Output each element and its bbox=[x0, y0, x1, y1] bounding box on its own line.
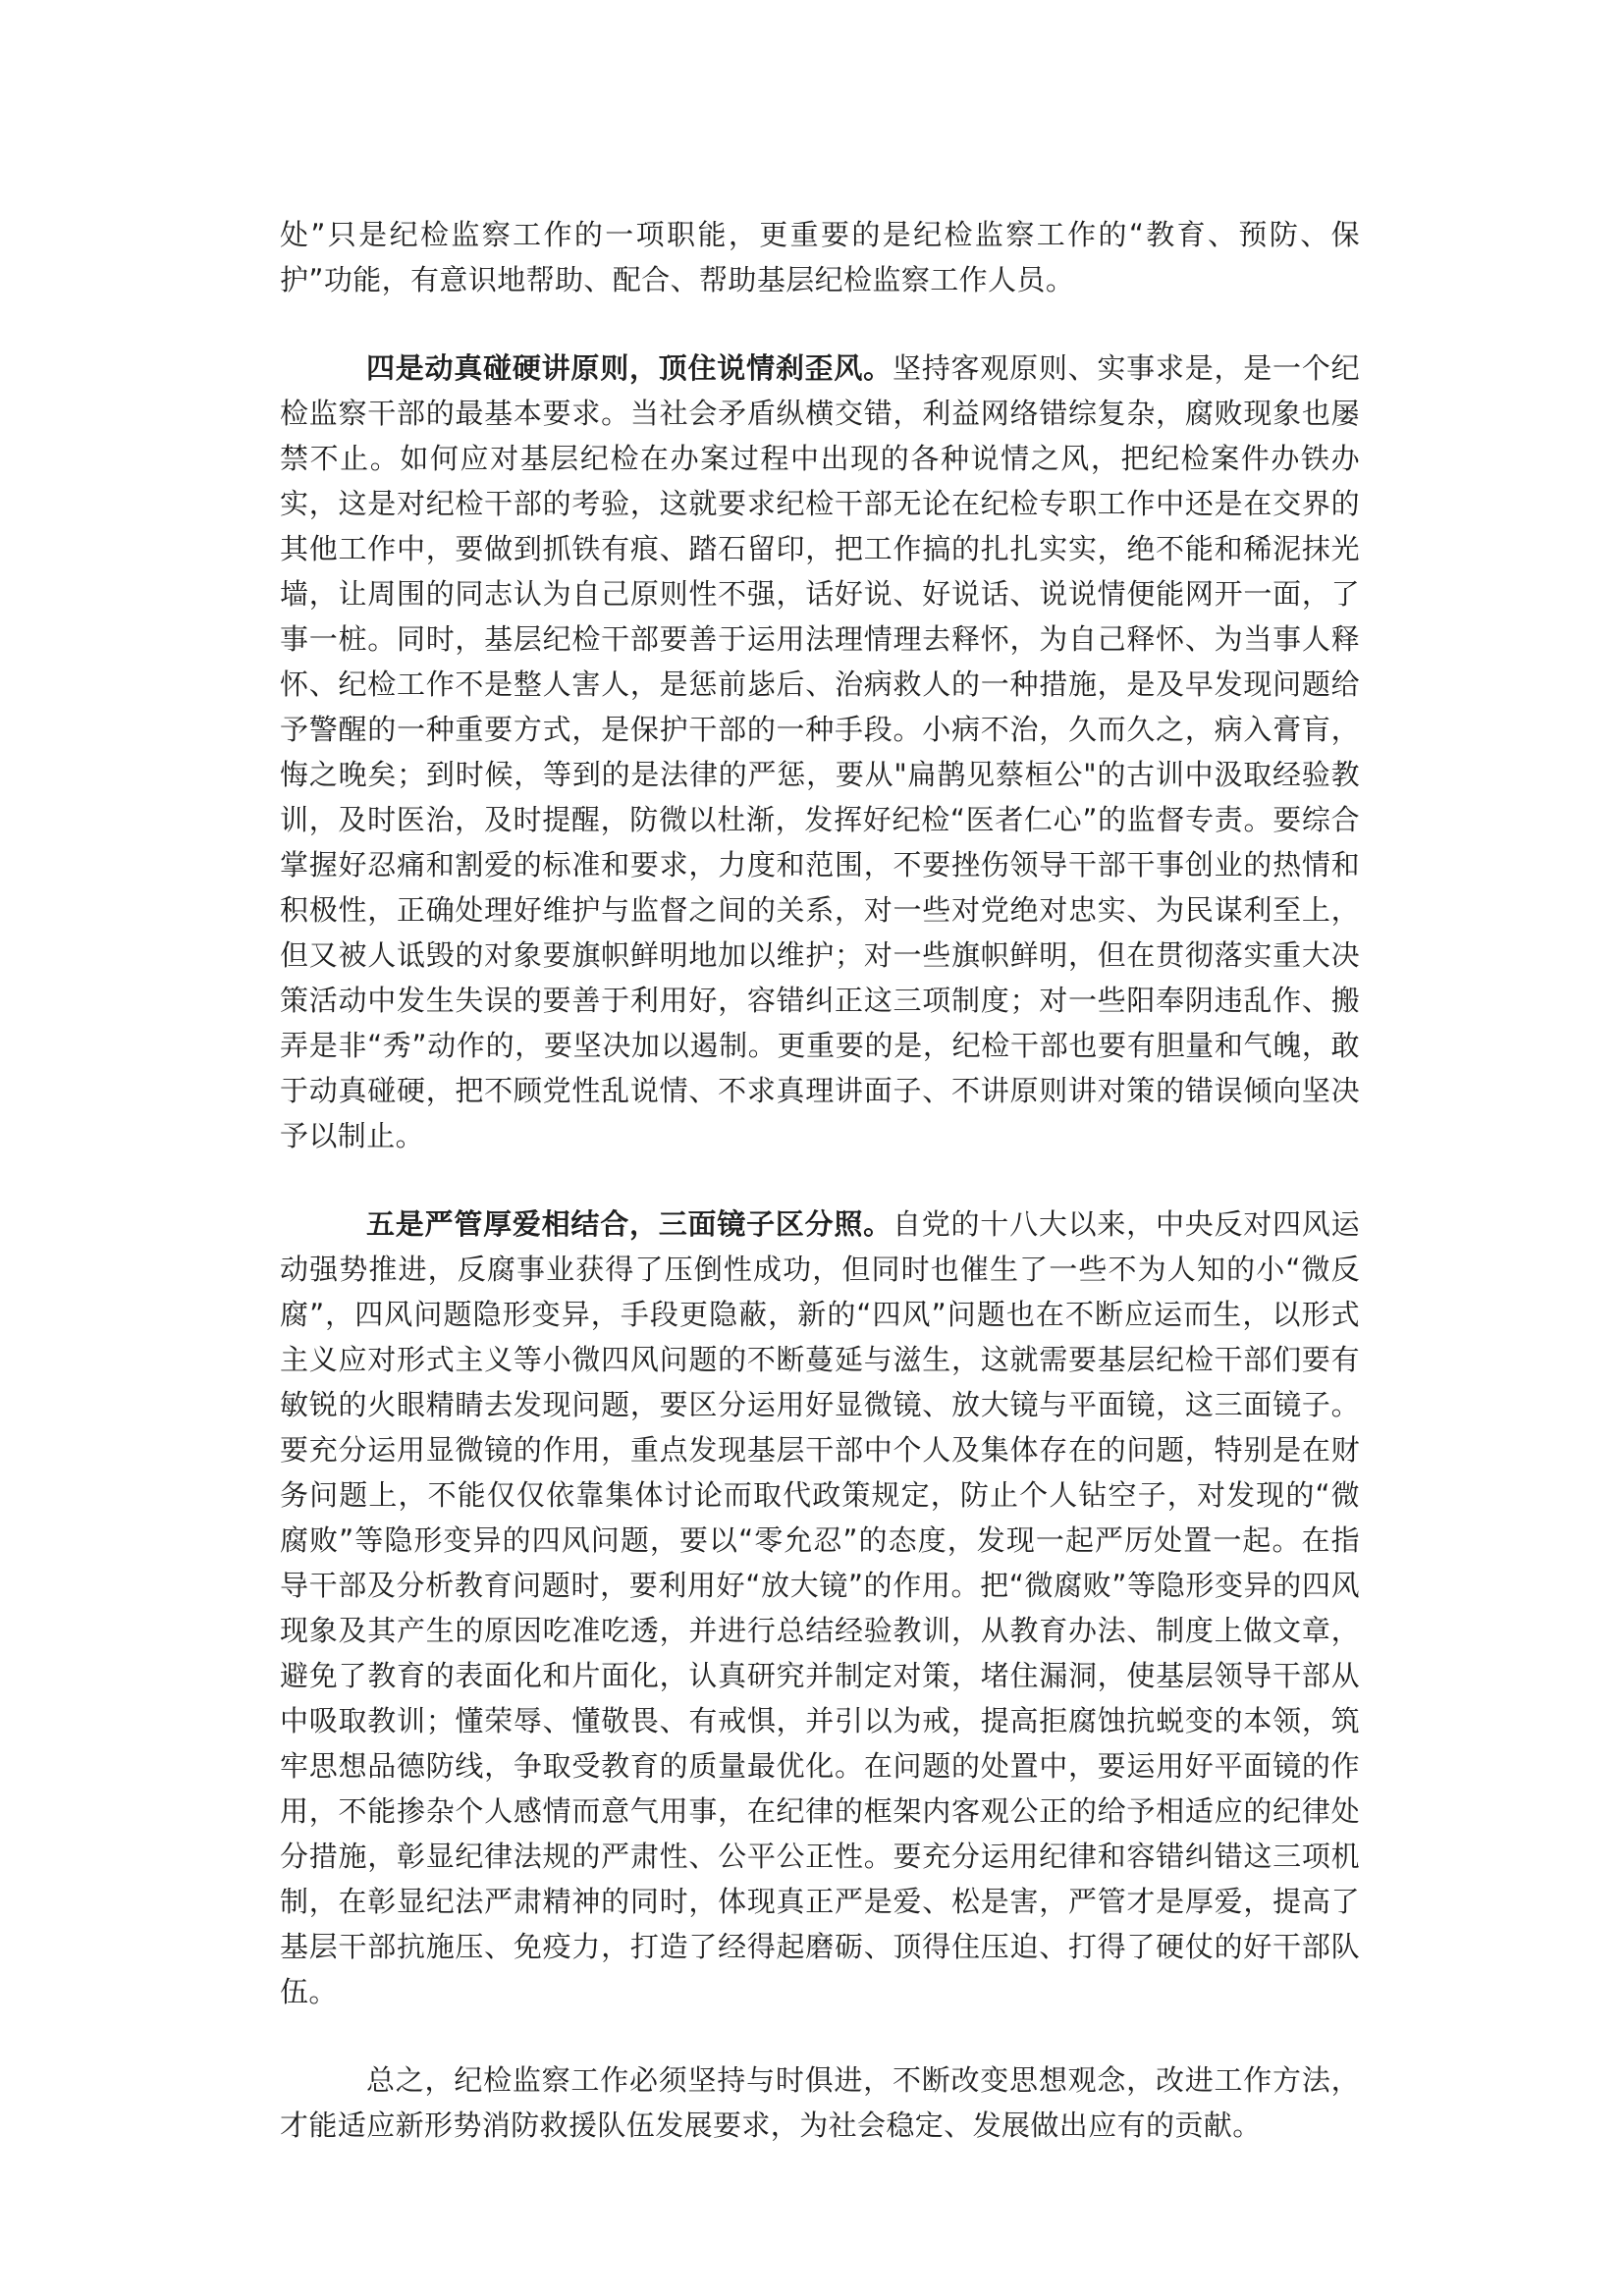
paragraph-text: 总之，纪检监察工作必须坚持与时俱进，不断改变思想观念，改进工作方法，才能适应新形势消防救援队伍发展要求，为社会稳定、发展做出应有的贡献。 bbox=[280, 2063, 1360, 2142]
paragraph-point-four bbox=[280, 346, 1360, 1158]
paragraph-text: 处”只是纪检监察工作的一项职能，更重要的是纪检监察工作的“教育、预防、保护”功能，有意识地帮助、配合、帮助基层纪检监察工作人员。 bbox=[280, 218, 1360, 296]
paragraph-continuation bbox=[280, 212, 1360, 302]
paragraph-point-five bbox=[280, 1201, 1360, 2014]
paragraph-lead-heading: 四是动真碰硬讲原则，顶住说情刹歪风。 bbox=[366, 351, 893, 385]
paragraph-text: 坚持客观原则、实事求是，是一个纪检监察干部的最基本要求。当社会矛盾纵横交错，利益网络错综复杂，腐败现象也屡禁不止。如何应对基层纪检在办案过程中出现的各种说情之风，把纪检案件办铁办实，这是对纪检干部的考验，这就要求纪检干部无论在纪检专职工作中还是在交界的其他工作中，要做到抓铁有痕、踏石留印，把工作搞的扎扎实实，绝不能和稀泥抹光墙，让周围的同志认为自己原则性不强，话好说、好说话、说说情便能网开一面，了事一桩。同时，基层纪检干部要善于运用法理情理去释怀，为自己释怀、为当事人释怀、纪检工作不是整人害人，是惩前毖后、治病救人的一种措施，是及早发现问题给予警醒的一种重要方式，是保护干部的一种手段。小病不治，久而久之，病入膏肓，悔之晚矣；到时候，等到的是法律的严惩，要从"扁鹊见蔡桓公"的古训中汲取经验教训，及时医治，及时提醒，防微以杜渐，发挥好纪检“医者仁心”的监督专责。要综合掌握好忍痛和割爱的标准和要求，力度和范围，不要挫伤领导干部干事创业的热情和积极性，正确处理好维护与监督之间的关系，对一些对党绝对忠实、为民谋利至上，但又被人诋毁的对象要旗帜鲜明地加以维护；对一些旗帜鲜明，但在贯彻落实重大决策活动中发生失误的要善于利用好，容错纠正这三项制度；对一些阳奉阴违乱作、搬弄是非“秀”动作的，要坚决加以遏制。更重要的是，纪检干部也要有胆量和气魄，敢于动真碰硬，把不顾党性乱说情、不求真理讲面子、不讲原则讲对策的错误倾向坚决予以制止。 bbox=[280, 351, 1361, 1152]
paragraph-lead-heading: 五是严管厚爱相结合，三面镜子区分照。 bbox=[366, 1207, 893, 1241]
paragraph-conclusion bbox=[280, 2057, 1360, 2148]
paragraph-text: 自党的十八大以来，中央反对四风运动强势推进，反腐事业获得了压倒性成功，但同时也催生了一些不为人知的小“微反腐”，四风问题隐形变异，手段更隐蔽，新的“四风”问题也在不断应运而生，以形式主义应对形式主义等小微四风问题的不断蔓延与滋生，这就需要基层纪检干部们要有敏锐的火眼精睛去发现问题，要区分运用好显微镜、放大镜与平面镜，这三面镜子。要充分运用显微镜的作用，重点发现基层干部中个人及集体存在的问题，特别是在财务问题上，不能仅仅依靠集体讨论而取代政策规定，防止个人钻空子，对发现的“微腐败”等隐形变异的四风问题，要以“零允忍”的态度，发现一起严厉处置一起。在指导干部及分析教育问题时，要利用好“放大镜”的作用。把“微腐败”等隐形变异的四风现象及其产生的原因吃准吃透，并进行总结经验教训，从教育办法、制度上做文章，避免了教育的表面化和片面化，认真研究并制定对策，堵住漏洞，使基层领导干部从中吸取教训；懂荣辱、懂敬畏、有戒惧，并引以为戒，提高拒腐蚀抗蜕变的本领，筑牢思想品德防线，争取受教育的质量最优化。在问题的处置中，要运用好平面镜的作用，不能掺杂个人感情而意气用事，在纪律的框架内客观公正的给予相适应的纪律处分措施，彰显纪律法规的严肃性、公平公正性。要充分运用纪律和容错纠错这三项机制，在彰显纪法严肃精神的同时，体现真正严是爱、松是害，严管才是厚爱，提高了基层干部抗施压、免疫力，打造了经得起磨砺、顶得住压迫、打得了硬仗的好干部队伍。 bbox=[280, 1207, 1361, 2008]
document-body bbox=[280, 212, 1360, 2191]
